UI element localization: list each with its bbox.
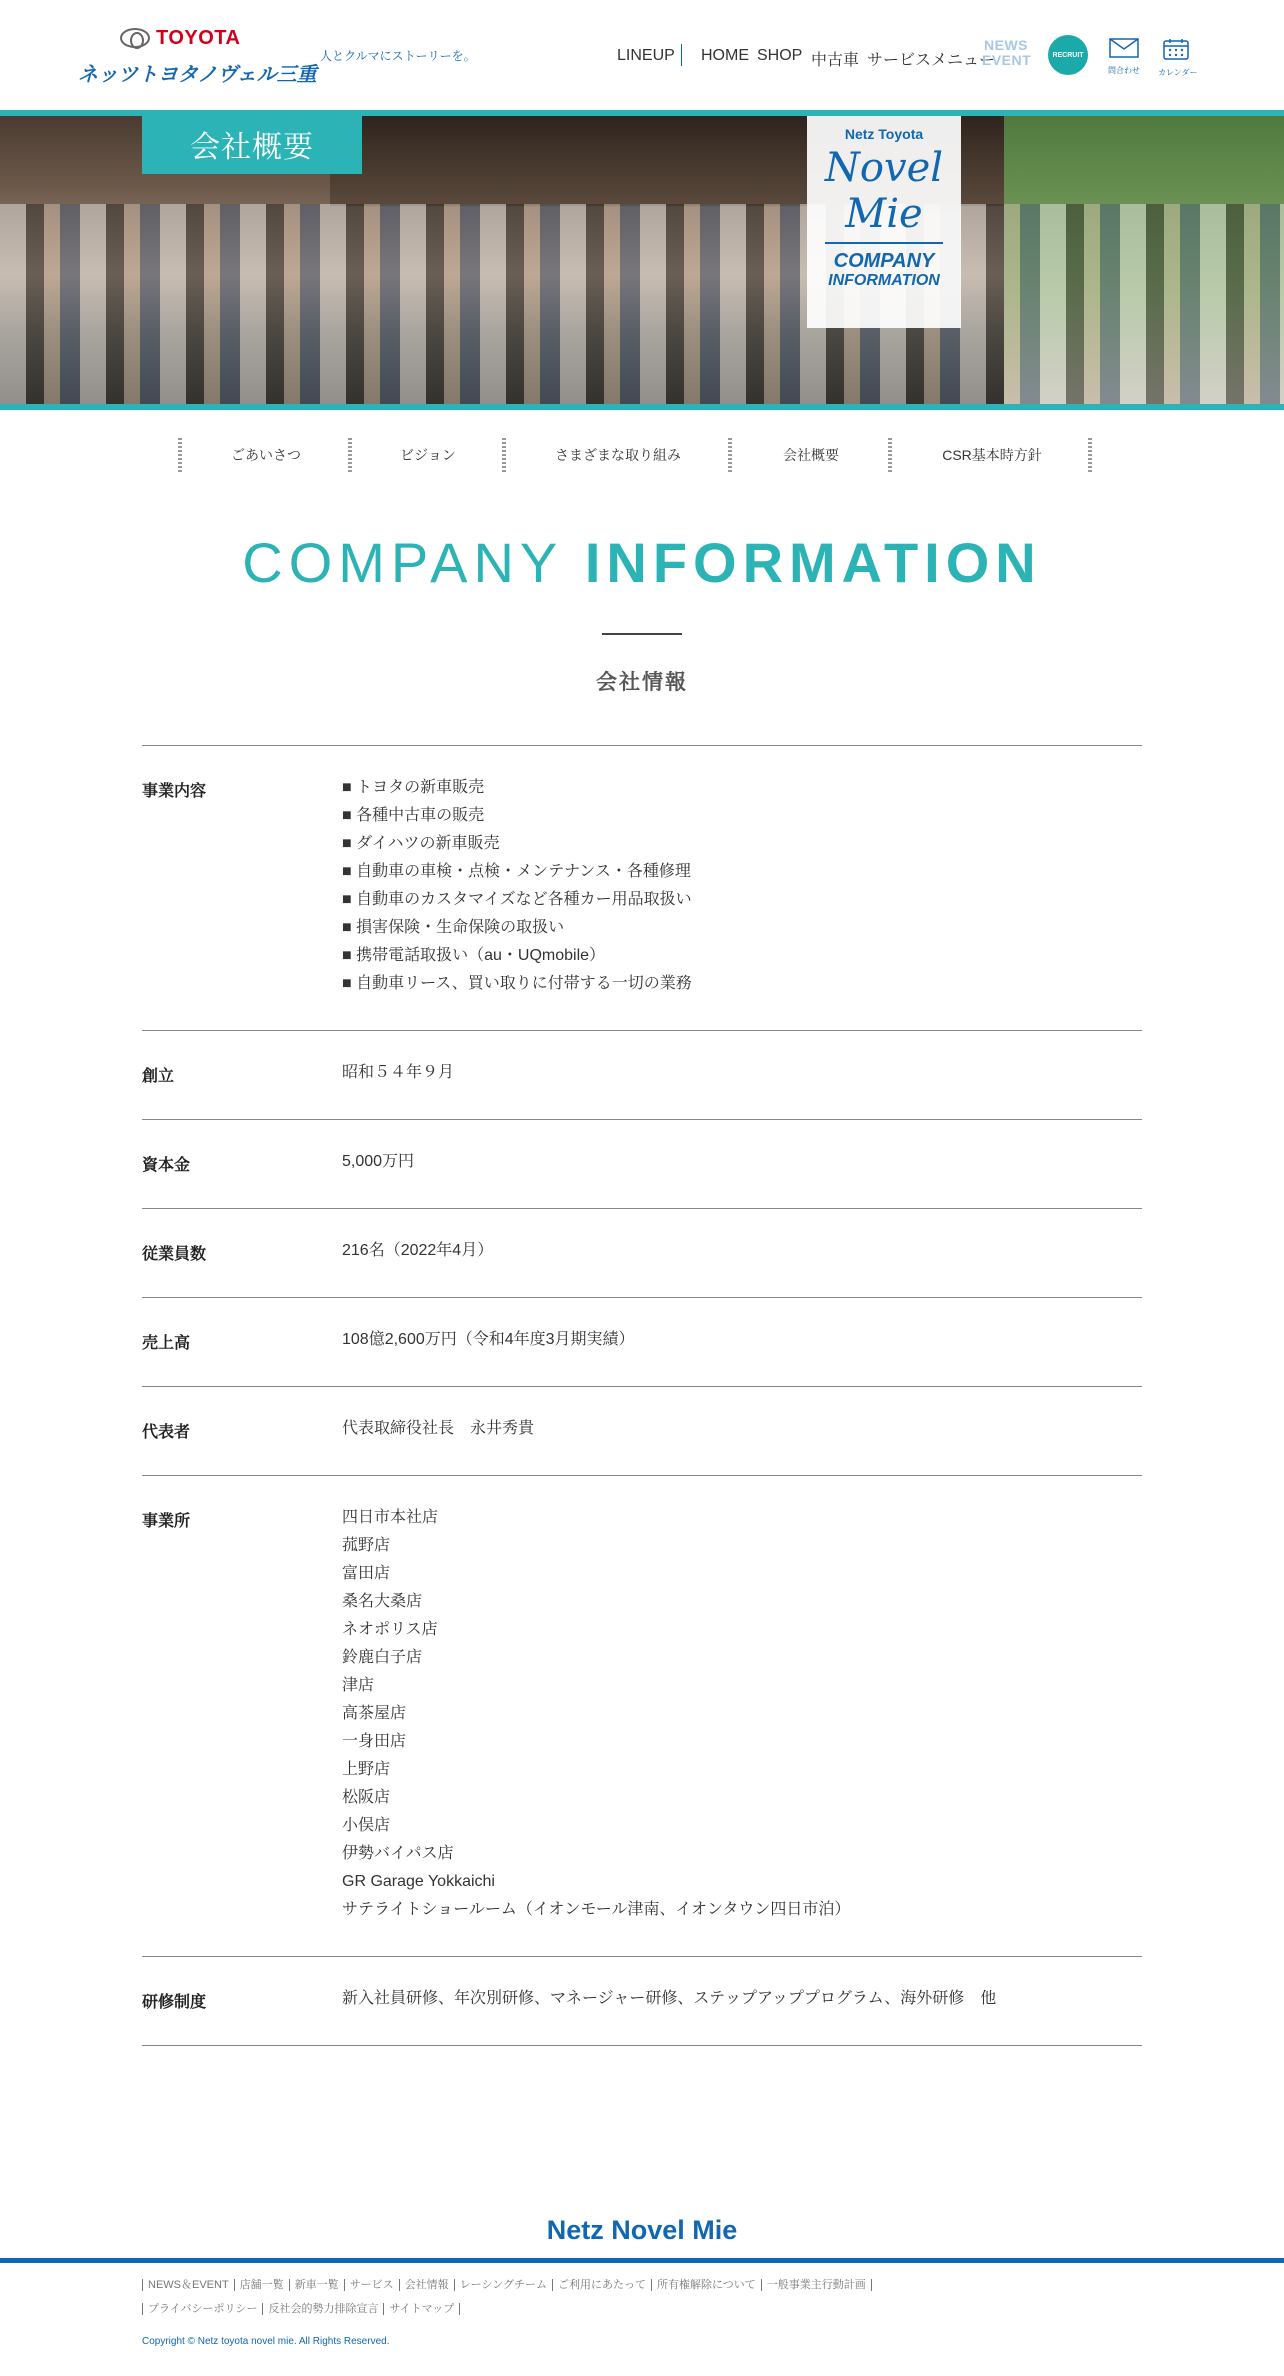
business-item: ■ 自動車のカスタマイズなど各種カー用品取扱い (342, 891, 692, 908)
card-brand: Netz Toyota (844, 126, 924, 142)
footer-bar (0, 2258, 1284, 2263)
office-item: 高茶屋店 (342, 1705, 407, 1722)
subnav-divider (348, 438, 352, 472)
representative-value: 代表取締役社長 永井秀貴 (342, 1420, 535, 1437)
section-title-bold: INFORMATION (584, 531, 1042, 594)
info-label: 研修制度 (142, 1994, 207, 2011)
office-item: ネオポリス店 (342, 1621, 438, 1638)
info-value (342, 1326, 635, 1354)
section-divider (602, 633, 682, 635)
footer-brand[interactable]: Netz Novel Mie (546, 2215, 738, 2245)
copyright: Copyright © Netz toyota novel mie. All Rights Reserved. (142, 2336, 390, 2347)
footer-link-company[interactable]: 会社情報 (399, 2279, 454, 2291)
card-company: COMPANY (833, 250, 935, 272)
business-item: ■ トヨタの新車販売 (342, 779, 485, 796)
section-title-light: COMPANY (242, 531, 564, 594)
nav-divider (681, 44, 682, 66)
subnav-company-overview[interactable]: 会社概要 (783, 447, 839, 463)
office-item: 菰野店 (342, 1537, 391, 1554)
office-item: 津店 (342, 1677, 375, 1694)
nav-lineup[interactable]: LINEUP (617, 47, 675, 64)
office-item: 小俣店 (342, 1817, 391, 1834)
subnav-divider (178, 438, 182, 472)
card-mie: Mie (845, 191, 923, 237)
business-item: ■ 損害保険・生命保険の取扱い (342, 919, 565, 936)
tagline: 人とクルマにストーリーを。 (320, 49, 476, 63)
footer-links-row (142, 2276, 1142, 2300)
training-value: 新入社員研修、年次別研修、マネージャー研修、ステップアッププログラム、海外研修 他 (342, 1990, 997, 2007)
hero-company-card (807, 116, 961, 328)
office-item: 富田店 (342, 1565, 391, 1582)
footer-link-news-event[interactable]: NEWS＆EVENT (142, 2279, 234, 2291)
info-row-sales (142, 1297, 1142, 1352)
capital-value: 5,000万円 (342, 1153, 415, 1170)
calendar-button[interactable] (1158, 38, 1198, 78)
business-item: ■ 携帯電話取扱い（au・UQmobile） (342, 947, 606, 964)
footer-link-shops[interactable]: 店舗一覧 (234, 2279, 289, 2291)
office-item: 伊勢バイパス店 (342, 1845, 454, 1862)
mail-icon (1109, 38, 1139, 58)
subnav-divider (728, 438, 732, 472)
recruit-button[interactable]: RECRUIT (1048, 35, 1088, 75)
info-row-representative (142, 1386, 1142, 1441)
footer-link-action-plan[interactable]: 一般事業主行動計画 (761, 2279, 872, 2291)
info-value (342, 1237, 493, 1265)
info-row-training (142, 1956, 1142, 2011)
info-value (342, 1059, 454, 1087)
subnav-divider (502, 438, 506, 472)
info-value (342, 1985, 996, 2013)
section-subtitle: 会社情報 (596, 671, 688, 694)
footer-link-racing[interactable]: レーシングチーム (454, 2279, 552, 2291)
sub-nav (178, 438, 1092, 472)
info-label: 従業員数 (142, 1246, 207, 1263)
subnav-greeting[interactable]: ごあいさつ (231, 447, 301, 463)
footer-link-terms[interactable]: ご利用にあたって (552, 2279, 651, 2291)
business-item: ■ 自動車の車検・点検・メンテナンス・各種修理 (342, 863, 691, 880)
news-label: NEWS (984, 37, 1028, 53)
footer-link-new-cars[interactable]: 新車一覧 (289, 2279, 344, 2291)
business-item: ■ 自動車リース、買い取りに付帯する一切の業務 (342, 975, 692, 992)
toyota-emblem-icon (120, 28, 150, 48)
subnav-divider (1088, 438, 1092, 472)
footer-link-service[interactable]: サービス (344, 2279, 399, 2291)
info-label: 資本金 (142, 1157, 191, 1174)
info-row-capital (142, 1119, 1142, 1174)
info-row-founded (142, 1030, 1142, 1085)
subnav-initiatives[interactable]: さまざまな取り組み (555, 447, 681, 463)
employees-value: 216名（2022年4月） (342, 1242, 494, 1259)
footer-link-antisocial[interactable]: 反社会的勢力排除宣言 (262, 2303, 383, 2315)
nav-home[interactable]: HOME (701, 47, 749, 64)
footer-link-sitemap[interactable]: サイトマップ (383, 2303, 460, 2315)
site-logo[interactable] (78, 26, 317, 86)
card-information: INFORMATION (828, 272, 940, 289)
office-item: 松阪店 (342, 1789, 391, 1806)
event-label: EVENT (982, 52, 1032, 68)
subnav-divider (888, 438, 892, 472)
toyota-brand (120, 26, 240, 50)
subnav-csr-policy[interactable]: CSR基本時方針 (942, 447, 1042, 463)
card-novel: Novel (824, 145, 944, 191)
business-item: ■ 各種中古車の販売 (342, 807, 485, 824)
footer-links (142, 2276, 1142, 2324)
contact-button[interactable] (1106, 38, 1142, 76)
table-bottom-border (142, 2045, 1142, 2046)
calendar-icon (1163, 38, 1189, 60)
news-event-button[interactable] (982, 38, 1030, 68)
nav-shop[interactable]: SHOP (757, 47, 803, 64)
info-label: 事業所 (142, 1513, 191, 1530)
dealer-logo-text: ネッツトヨタノヴェル三重 (78, 64, 317, 86)
info-label: 売上高 (142, 1335, 191, 1352)
hero-banner (0, 110, 1284, 410)
footer-links-row (142, 2300, 1142, 2324)
hero-title: 会社概要 (142, 114, 362, 174)
office-item: 桑名大桑店 (342, 1593, 423, 1610)
info-value (342, 1415, 534, 1443)
info-row-offices (142, 1475, 1142, 1918)
office-item: 四日市本社店 (342, 1509, 439, 1526)
info-value (342, 1504, 850, 1924)
subnav-vision[interactable]: ビジョン (400, 447, 456, 463)
office-item: サテライトショールーム（イオンモール津南、イオンタウン四日市泊） (342, 1901, 851, 1918)
calendar-label: カレンダー (1158, 68, 1198, 77)
office-item: 鈴鹿白子店 (342, 1649, 423, 1666)
toyota-wordmark: TOYOTA (156, 26, 241, 49)
office-item: 一身田店 (342, 1733, 407, 1750)
photo-crowd (0, 204, 1284, 404)
info-label: 代表者 (142, 1424, 191, 1441)
info-value (342, 1148, 414, 1176)
contact-label: 問合わせ (1108, 66, 1140, 75)
info-label: 事業内容 (142, 783, 207, 800)
business-item: ■ ダイハツの新車販売 (342, 835, 500, 852)
office-item: GR Garage Yokkaichi (342, 1873, 495, 1890)
office-item: 上野店 (342, 1761, 391, 1778)
card-divider (825, 242, 943, 244)
info-row-employees (142, 1208, 1142, 1263)
info-label: 創立 (142, 1068, 175, 1085)
section-title (0, 530, 1284, 595)
site-header (0, 0, 1284, 110)
footer-link-privacy[interactable]: プライバシーポリシー (142, 2303, 262, 2315)
founded-value: 昭和５４年９月 (342, 1064, 455, 1081)
info-row-business (142, 745, 1142, 992)
sales-value: 108億2,600万円（令和4年度3月期実績） (342, 1331, 635, 1348)
info-value (342, 774, 692, 998)
nav-used-cars[interactable]: 中古車 (811, 52, 860, 69)
footer-link-ownership[interactable]: 所有権解除について (651, 2279, 761, 2291)
nav-service-menu[interactable]: サービスメニュー (867, 52, 996, 69)
